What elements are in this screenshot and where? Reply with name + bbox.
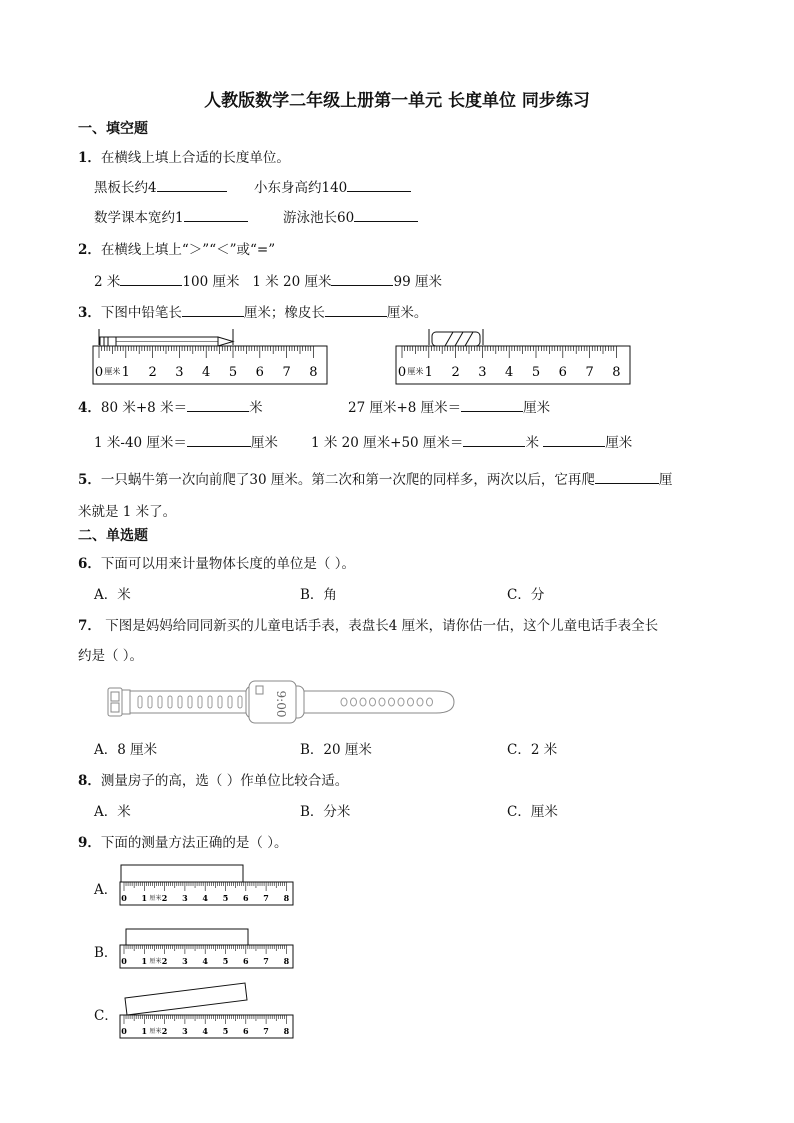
question-text: 在横线上填上合适的长度单位。	[100, 150, 290, 166]
question-number: 2．	[78, 242, 101, 258]
question-text: 一只蜗牛第一次向前爬了30 厘米。第二次和第一次爬的同样多，两次以后，它再爬	[100, 472, 595, 488]
question-text: 下图是妈妈给同同新买的儿童电话手表，表盘长4 厘米，请你估一估，这个儿童电话手表全长	[105, 618, 659, 634]
item-text: 99 厘米	[393, 274, 442, 290]
item-text: 米	[525, 435, 539, 451]
ruler-tick-label: 6	[558, 365, 567, 380]
page-title: 人教版数学二年级上册第一单元 长度单位 同步练习	[204, 91, 590, 111]
answer-blank[interactable]	[463, 432, 525, 447]
question-number: 9．	[78, 835, 101, 851]
answer-blank[interactable]	[354, 207, 418, 222]
ruler-tick-label: 2	[161, 1026, 168, 1036]
answer-blank[interactable]	[157, 177, 227, 192]
watch-buckle-icon	[108, 688, 130, 716]
question-number: 7．	[78, 618, 101, 634]
q1-item-c	[94, 206, 248, 226]
option-a[interactable]: A．米	[94, 587, 131, 603]
ruler	[396, 346, 630, 384]
question-2-stem	[78, 238, 275, 258]
item-text: 27 厘米+8 厘米＝	[348, 400, 462, 416]
option-c[interactable]: C．厘米	[507, 804, 558, 820]
item-text: 1 米 20 厘米+50 厘米＝	[311, 435, 464, 451]
item-text: 厘米	[250, 435, 278, 451]
ruler-tick-label: 4	[505, 365, 514, 380]
answer-blank[interactable]	[347, 177, 411, 192]
answer-blank[interactable]	[184, 207, 248, 222]
item-text: 1 米-40 厘米＝	[94, 435, 187, 451]
item-text: 米	[249, 400, 263, 416]
pencil-ruler-figure	[90, 325, 330, 387]
answer-blank[interactable]	[461, 397, 523, 412]
measure-figure-a[interactable]	[118, 864, 298, 908]
ruler-tick-label: 8	[283, 1026, 290, 1036]
smartwatch-figure	[106, 678, 458, 726]
question-number: 3．	[78, 305, 101, 321]
question-text: 在横线上填上“＞”“＜”或“=”	[100, 242, 276, 258]
ruler-tick-label: 7	[585, 365, 594, 380]
ruler-tick-label: 1	[141, 893, 148, 903]
q4-item-c	[94, 431, 278, 451]
ruler	[93, 346, 327, 384]
measure-figure-b[interactable]	[118, 927, 298, 971]
item-text: 小东身高约140	[254, 180, 348, 196]
answer-blank[interactable]	[595, 469, 659, 484]
section-heading-fill-blank: 一、填空题	[78, 121, 148, 137]
item-text: 2 米	[94, 274, 121, 290]
ruler-tick-label: 8	[612, 365, 621, 380]
q1-item-a	[94, 176, 227, 196]
question-5-line-2: 米就是 1 米了。	[78, 504, 177, 520]
ruler-tick-label: 4	[202, 1026, 208, 1036]
ruler-tick-label: 5	[222, 893, 229, 903]
ruler-tick-label: 0	[121, 1026, 127, 1036]
question-9-stem	[78, 831, 287, 851]
ruler-tick-label: 2	[451, 365, 460, 380]
ruler-tick-label: 6	[243, 893, 249, 903]
question-7-line-1	[78, 614, 658, 634]
q1-item-b	[254, 176, 411, 196]
item-text: 100 厘米	[182, 274, 240, 290]
ruler-unit-label: 厘米	[149, 958, 162, 965]
section-heading-single-choice: 二、单选题	[78, 528, 148, 544]
answer-blank[interactable]	[187, 432, 251, 447]
question-3-stem	[78, 301, 427, 321]
eraser-icon	[429, 329, 483, 346]
question-8-stem	[78, 769, 348, 789]
q4-item-b	[348, 396, 550, 416]
ruler-tick-label: 7	[263, 1026, 269, 1036]
option-a[interactable]: A．8 厘米	[94, 742, 158, 758]
watch-time: 9:00	[274, 690, 288, 718]
answer-blank-pencil[interactable]	[182, 302, 244, 317]
option-b[interactable]: B．20 厘米	[300, 742, 372, 758]
answer-blank[interactable]	[120, 271, 182, 286]
ruler-unit-label: 厘米	[149, 895, 162, 902]
answer-blank[interactable]	[187, 397, 249, 412]
option-b-label[interactable]: B．	[94, 945, 118, 961]
ruler-tick-label: 6	[243, 1026, 249, 1036]
ruler-tick-label: 3	[182, 893, 188, 903]
ruler-tick-label: 2	[148, 365, 157, 380]
ruler-tick-label: 5	[531, 365, 541, 380]
ruler-tick-label: 5	[222, 1026, 229, 1036]
question-number: 8．	[78, 773, 101, 789]
question-number: 6．	[78, 556, 101, 572]
question-text: 厘米。	[386, 305, 428, 321]
option-c[interactable]: C．2 米	[507, 742, 558, 758]
item-text: 1 米 20 厘米	[252, 274, 332, 290]
measured-strip	[126, 929, 248, 945]
ruler-tick-label: 1	[121, 365, 130, 380]
ruler-tick-label: 0	[94, 365, 104, 380]
pencil-icon	[99, 329, 233, 346]
question-1-stem	[78, 146, 290, 166]
item-text: 80 米+8 米＝	[100, 400, 188, 416]
ruler-tick-label: 7	[263, 893, 269, 903]
measure-figure-c[interactable]	[118, 980, 298, 1042]
ruler-tick-label: 3	[175, 365, 184, 380]
answer-blank[interactable]	[543, 432, 605, 447]
ruler-tick-label: 5	[228, 365, 238, 380]
ruler-tick-label: 2	[161, 956, 168, 966]
measured-strip	[121, 865, 243, 882]
ruler-tick-label: 6	[255, 365, 264, 380]
ruler-tick-label: 8	[309, 365, 318, 380]
ruler-tick-label: 7	[282, 365, 291, 380]
item-text: 数学课本宽约1	[94, 210, 184, 226]
ruler-tick-label: 0	[397, 365, 407, 380]
q4-item-a	[78, 396, 263, 416]
q1-item-d	[283, 206, 418, 226]
ruler-tick-label: 0	[121, 956, 127, 966]
question-number: 5．	[78, 472, 101, 488]
option-b[interactable]: B．角	[300, 587, 337, 603]
ruler-tick-label: 4	[202, 956, 208, 966]
answer-blank[interactable]	[331, 271, 393, 286]
ruler-unit-label: 厘米	[104, 367, 121, 376]
answer-blank-eraser[interactable]	[325, 302, 387, 317]
ruler-tick-label: 4	[202, 365, 211, 380]
option-b[interactable]: B．分米	[300, 804, 351, 820]
question-text: 下面可以用来计量物体长度的单位是（ ）。	[100, 556, 355, 572]
ruler-tick-label: 3	[182, 956, 188, 966]
option-c[interactable]: C．分	[507, 587, 545, 603]
option-a[interactable]: A．米	[94, 804, 131, 820]
ruler-tick-label: 1	[424, 365, 433, 380]
question-6-stem	[78, 552, 355, 572]
ruler-tick-label: 7	[263, 956, 269, 966]
ruler-tick-label: 5	[222, 956, 229, 966]
item-text: 厘米	[523, 400, 551, 416]
measured-strip-tilted	[125, 983, 247, 1015]
ruler-unit-label: 厘米	[407, 367, 424, 376]
ruler-tick-label: 6	[243, 956, 249, 966]
question-number: 4．	[78, 400, 101, 416]
ruler-tick-label: 2	[161, 893, 168, 903]
ruler-tick-label: 8	[283, 956, 290, 966]
item-text: 游泳池长60	[283, 210, 355, 226]
item-text: 黑板长约4	[94, 180, 157, 196]
question-text: 厘米；橡皮长	[243, 305, 325, 321]
q2-items	[94, 270, 442, 290]
ruler-unit-label: 厘米	[149, 1028, 162, 1035]
eraser-ruler-figure	[393, 325, 633, 387]
question-number: 1．	[78, 150, 101, 166]
ruler-tick-label: 3	[478, 365, 487, 380]
item-text: 厘米	[605, 435, 633, 451]
question-text: 下面的测量方法正确的是（ ）。	[100, 835, 288, 851]
ruler-tick-label: 3	[182, 1026, 188, 1036]
q4-item-d	[311, 431, 632, 451]
question-text: 测量房子的高，选（ ）作单位比较合适。	[100, 773, 349, 789]
option-a-label[interactable]: A．	[94, 882, 118, 898]
question-7-line-2: 约是（ ）。	[78, 648, 144, 664]
ruler-tick-label: 8	[283, 893, 290, 903]
question-text: 下图中铅笔长	[100, 305, 182, 321]
option-c-label[interactable]: C．	[94, 1008, 118, 1024]
ruler-tick-label: 0	[121, 893, 127, 903]
ruler-tick-label: 4	[202, 893, 208, 903]
ruler-tick-label: 1	[141, 956, 148, 966]
question-5-line-1	[78, 468, 672, 488]
question-text: 厘	[658, 472, 673, 488]
ruler-tick-label: 1	[141, 1026, 148, 1036]
